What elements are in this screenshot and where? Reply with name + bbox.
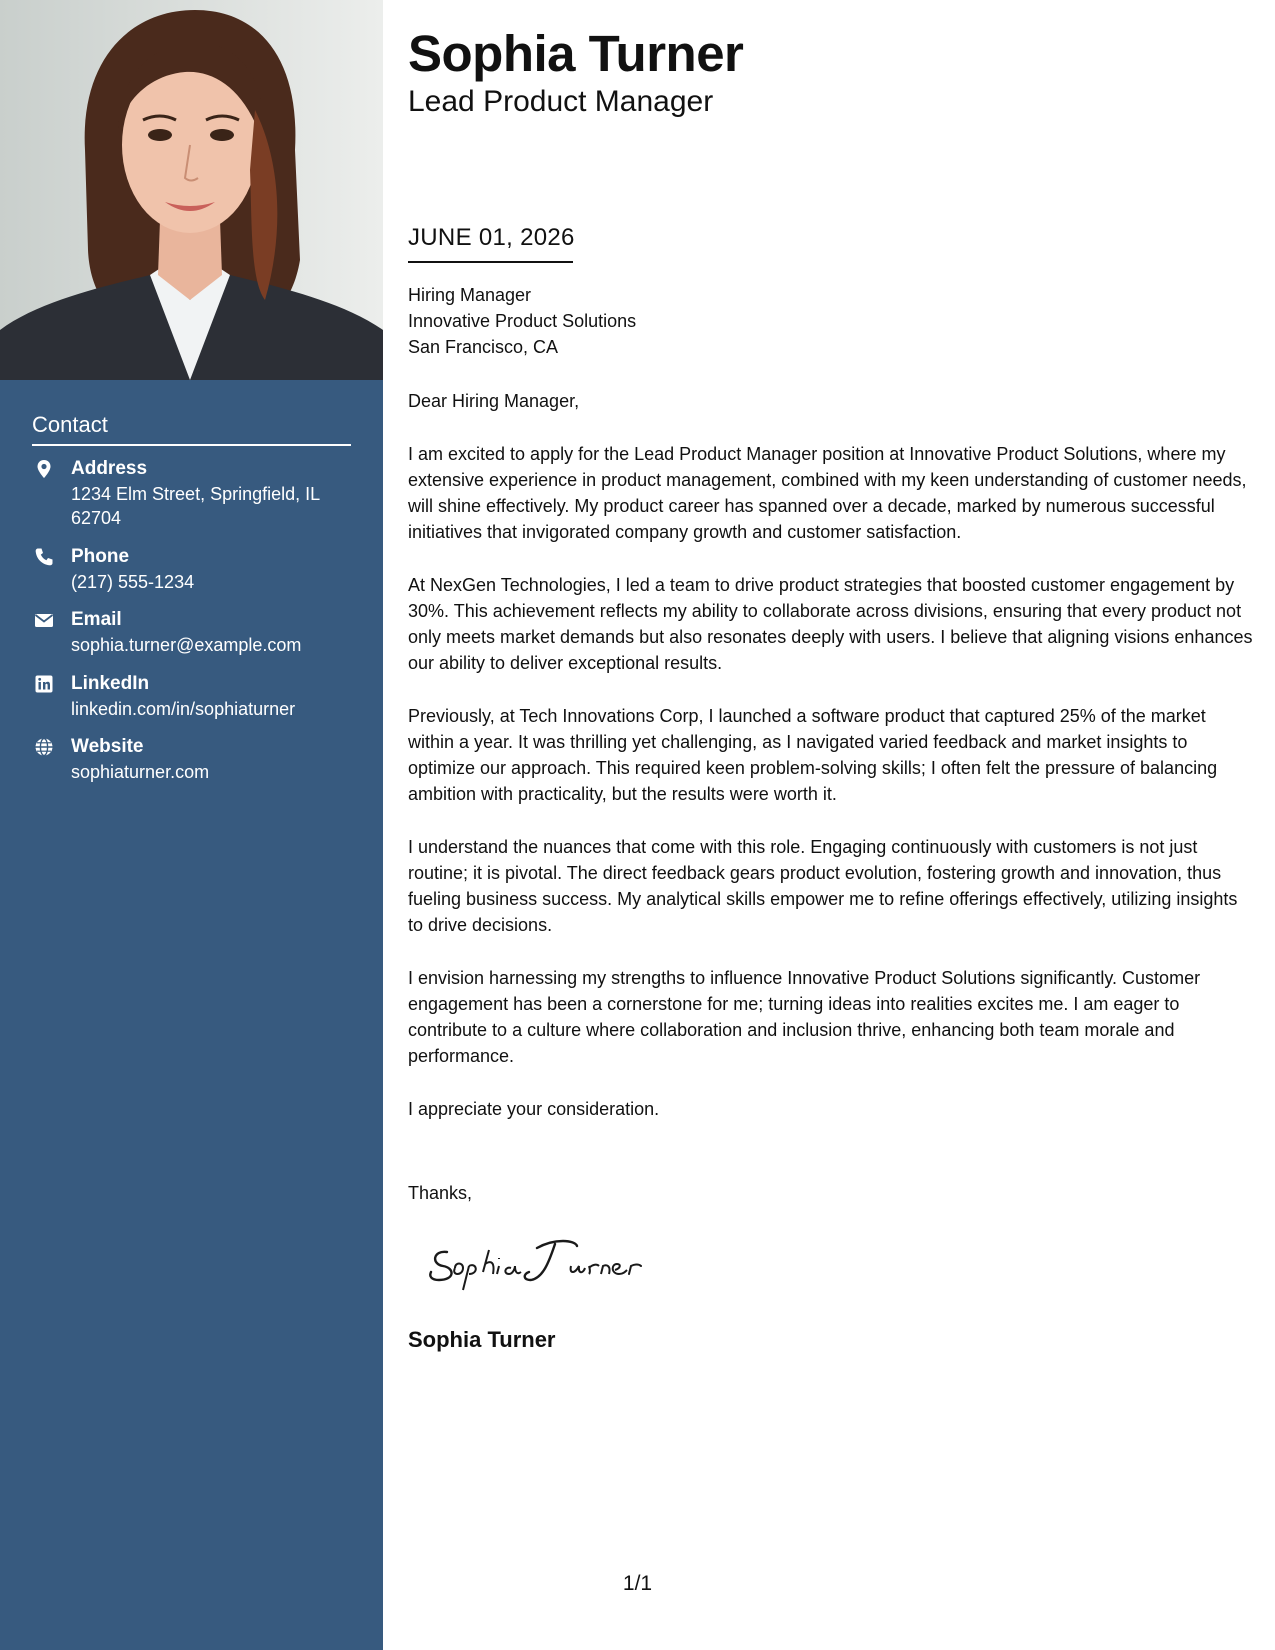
linkedin-link[interactable]: linkedin.com/in/sophiaturner: [71, 699, 296, 719]
sidebar: [0, 0, 383, 1650]
applicant-title: Lead Product Manager: [408, 85, 714, 118]
email-link[interactable]: sophia.turner@example.com: [71, 635, 302, 655]
recipient-block: [408, 282, 636, 360]
body-paragraph: At NexGen Technologies, I led a team to drive product strategies that boosted customer engagement by 30%. This achievement reflects my ability to collaborate across divisions, ensuring that every product not only meets market demands but also resonates deeply with users. I believe that aligning visions enhances our ability to deliver exceptional results.: [408, 575, 1253, 673]
closing: Thanks,: [408, 1183, 473, 1203]
signature: [425, 1232, 655, 1296]
envelope-icon: [34, 610, 54, 630]
linkedin-icon: [34, 674, 54, 694]
address-label: Address: [71, 458, 148, 479]
linkedin-label: LinkedIn: [71, 673, 150, 694]
website-label: Website: [71, 736, 144, 757]
phone-value: (217) 555-1234: [71, 572, 195, 592]
phone-label: Phone: [71, 546, 130, 567]
contact-divider: [32, 444, 351, 446]
body-paragraph: I am excited to apply for the Lead Product Manager position at Innovative Product Solutions, where my extensive experience in product management, combined with my keen understanding of customer needs, will shine effectively. My product career has spanned over a decade, marked by numerous successful initiatives that invigorated company growth and customer satisfaction.: [408, 444, 1247, 542]
salutation: Dear Hiring Manager,: [408, 391, 580, 411]
profile-photo: [0, 0, 383, 380]
applicant-name: Sophia Turner: [408, 25, 744, 82]
globe-icon: [34, 737, 54, 757]
map-pin-icon: [34, 459, 54, 479]
portrait-illustration: [0, 0, 383, 380]
letter-date: JUNE 01, 2026: [408, 224, 575, 251]
contact-heading: Contact: [32, 412, 108, 437]
recipient-line: Innovative Product Solutions: [408, 311, 637, 331]
letter-body: [408, 441, 1253, 1149]
body-paragraph: I appreciate your consideration.: [408, 1099, 660, 1119]
address-value: 1234 Elm Street, Springfield, IL 62704: [71, 484, 320, 528]
recipient-line: San Francisco, CA: [408, 337, 559, 357]
email-label: Email: [71, 609, 122, 630]
body-paragraph: Previously, at Tech Innovations Corp, I launched a software product that captured 25% of the market within a year. It was thrilling yet challenging, as I navigated varied feedback and market insights to optimize our approach. This required keen problem-solving skills; I often felt the pressure of balancing ambition with practicality, but the results were worth it.: [408, 706, 1218, 804]
page-number: 1/1: [622, 1572, 653, 1595]
recipient-line: Hiring Manager: [408, 285, 532, 305]
phone-icon: [34, 547, 54, 567]
signer-name: Sophia Turner: [408, 1327, 556, 1352]
body-paragraph: I understand the nuances that come with this role. Engaging continuously with customers is not just routine; it is pivotal. The direct feedback gears product evolution, fostering growth and innovation, thus fueling business success. My analytical skills empower me to refine offerings effectively, utilizing insights to drive decisions.: [408, 837, 1238, 935]
body-paragraph: I envision harnessing my strengths to influence Innovative Product Solutions significantly. Customer engagement has been a cornerstone for me; turning ideas into realities excites me. I am eager to contribute to a culture where collaboration and inclusion thrive, enhancing both team morale and performance.: [408, 968, 1201, 1066]
date-divider: [408, 261, 573, 263]
website-link[interactable]: sophiaturner.com: [71, 762, 210, 782]
